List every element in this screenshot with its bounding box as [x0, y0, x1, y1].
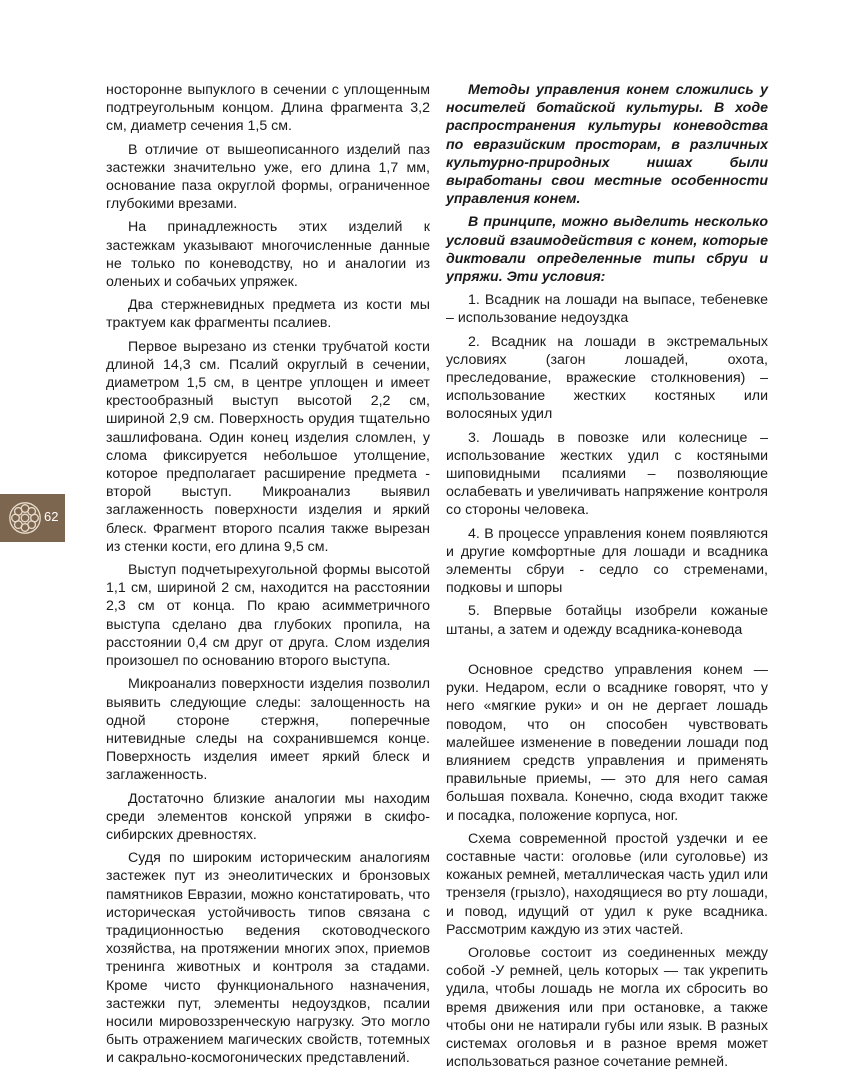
paragraph: Схема современной простой уздечки и ее составные части: оголовье (или суголовье) из кожаных ремней, металлическая часть удил или трензеля (грызло), находящиеся во рту лошади, и повод, идущий от удил к руке всадника. Рассмотрим каждую из этих частей. — [446, 830, 768, 938]
condition-item: 2. Всадник на лошади в экстремальных условиях (загон лошадей, охота, преследование, вражеские столкновения) – использование жестких костяных или волосяных удил — [446, 333, 768, 423]
paragraph: Первое вырезано из стенки трубчатой кости длиной 14,3 см. Псалий округлый в сечении, диаметром 1,5 см, в центре уплощен и имеет крестообразный выступ высотой 2,2 см, шириной 2,9 см. Поверхность орудия тщательно зашлифована. Один конец изделия сломлен, у слома фиксируется небольшое утолщение, которое предполагает расширение предмета - второй выступ. Микроанализ выявил заглаженность поверхности изделия и яркий блеск. Фрагмент второго псалия также вырезан из стенки кости, его длина 9,5 см. — [106, 338, 430, 555]
paragraph: носторонне выпуклого в сечении с уплощенным подтреугольным концом. Длина фрагмента 3,2 см, диаметр сечения 1,5 см. — [106, 82, 430, 135]
condition-item: 4. В процессе управления конем появляются и другие комфортные для лошади и всадника элементы сбруи - седло со стременами, подковы и шпоры — [446, 525, 768, 597]
condition-item: 3. Лошадь в повозке или колеснице – использование жестких удил с костяными шиповидными псалиями – позволяющие ослабевать и увеличивать напряжение контроля со стороны человека. — [446, 429, 768, 519]
paragraph: Выступ подчетырехугольной формы высотой 1,1 см, шириной 2 см, находится на расстоянии 2,3 см от конца. По краю асимметричного выступа сделано два глубоких пропила, на расстоянии 0,4 см друг от друга. Слом изделия произошел по основанию второго выступа. — [106, 562, 430, 670]
right-column — [446, 81, 768, 1076]
ornament-icon — [6, 499, 44, 537]
page-number: 62 — [44, 509, 59, 524]
conditions-bold-paragraph: В принципе, можно выделить несколько условий взаимодействия с конем, которые диктовали определенные типы сбруи и упряжи. Эти условия: — [446, 214, 768, 286]
paragraph: Оголовье состоит из соединенных между собой -У ремней, цель которых — так укрепить удила, чтобы лошадь не могла их сбросить во время движения или при остановке, а также чтобы они не натирали губы или язык. В разных системах оголовья и в разное время может использоваться разное сочетание ремней. — [446, 944, 768, 1071]
paragraph: Микроанализ поверхности изделия позволил выявить следующие следы: залощенность на одной стороне стержня, поперечные нитевидные следы на сохранившемся конце. Поверхность изделия имеет яркий блеск и заглаженность. — [106, 676, 430, 784]
paragraph: На принадлежность этих изделий к застежкам указывают многочисленные данные не только по коневодству, но и аналогии из оленьих и собачьих упряжек. — [106, 219, 430, 291]
paragraph: Основное средство управления конем — руки. Недаром, если о всаднике говорят, что у него «мягкие руки» и он не дергает лошадь поводом, что он способен чувствовать малейшее изменение в поведении лошади под влиянием средств управления и применять правильные приемы, — это для него самая большая похвала. Конечно, сюда входит также и посадка, положение корпуса, ног. — [446, 661, 768, 824]
paragraph: Два стержневидных предмета из кости мы трактуем как фрагменты псалиев. — [106, 297, 430, 332]
paragraph: Судя по широким историческим аналогиям застежек пут из энеолитических и бронзовых памятников Евразии, можно констатировать, что историческая устойчивость типов связана с традиционностью ведения скотоводческого хозяйства, на протяжении многих эпох, приемов тренинга животных и контроля за стадами. Кроме чисто функционального назначения, застежки пут, элементы недоуздков, псалии носили мировоззренческую нагрузку. Это могло быть отражением магических свойств, тотемных и сакрально-космогонических представлений. — [106, 850, 430, 1067]
intro-bold-paragraph: Методы управления конем сложились у носителей ботайской культуры. В ходе распространения культуры коневодства по евразийским просторам, в различных культурно-природных нишах были выработаны свои местные особенности управления конем. — [446, 82, 768, 208]
paragraph: Достаточно близкие аналогии мы находим среди элементов конской упряжи в скифо-сибирских древностях. — [106, 790, 430, 843]
left-column — [106, 81, 430, 1073]
condition-item: 1. Всадник на лошади на выпасе, тебеневке – использование недоуздка — [446, 292, 768, 327]
condition-item: 5. Впервые ботайцы изобрели кожаные штаны, а затем и одежду всадника-коневода — [446, 603, 768, 638]
page-number-tab — [0, 494, 65, 542]
paragraph: В отличие от вышеописанного изделий паз застежки значительно уже, его длина 1,7 мм, основание паза округлой формы, ограниченное глубокими врезами. — [106, 141, 430, 213]
